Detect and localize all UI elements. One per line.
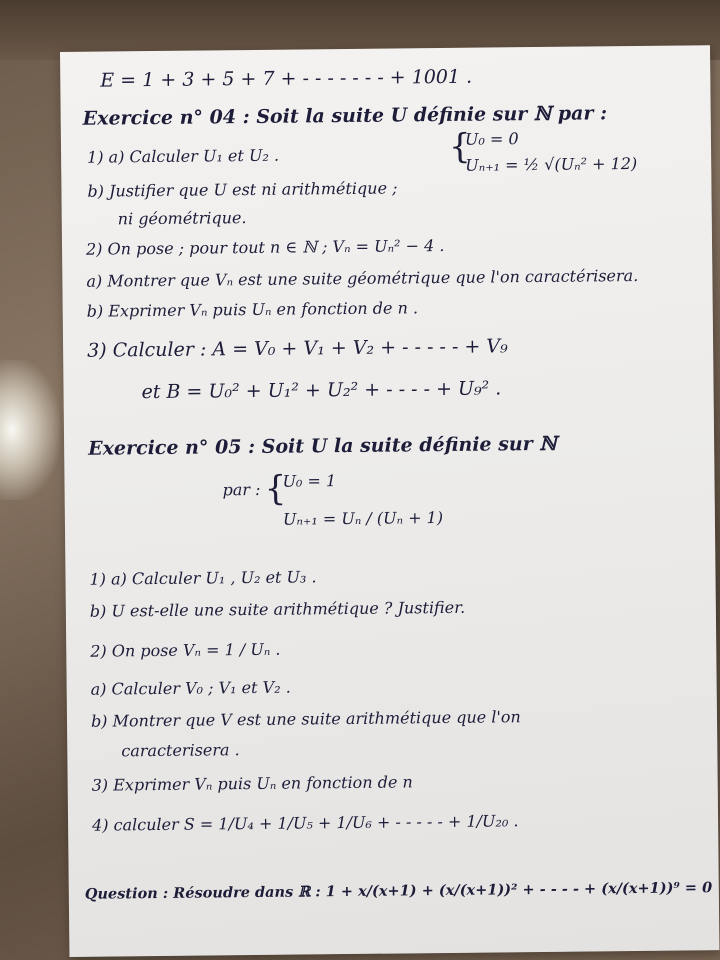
system-brace: { xyxy=(448,126,471,167)
ex5-q1a: 1) a) Calculer U₁ , U₂ et U₃ . xyxy=(89,567,317,589)
ex4-q1a: 1) a) Calculer U₁ et U₂ . xyxy=(87,145,280,167)
ex4-q1b: b) Justifier que U est ni arithmétique ; xyxy=(87,178,398,201)
ex4-u0: U₀ = 0 xyxy=(464,129,519,149)
ex4-q3-b: et B = U₀² + U₁² + U₂² + - - - - + U₉² . xyxy=(141,377,502,404)
ex5-recurrence: Uₙ₊₁ = Uₙ / (Uₙ + 1) xyxy=(282,508,444,529)
handwritten-sheet xyxy=(60,45,719,957)
question-equation: Question : Résoudre dans ℝ : 1 + x/(x+1) + (x/(x+1))² + - - - - + (x/(x+1))⁹ = 0 xyxy=(84,879,713,903)
ex5-q2a: a) Calculer V₀ ; V₁ et V₂ . xyxy=(90,677,291,699)
ex5-q4: 4) calculer S = 1/U₄ + 1/U₅ + 1/U₆ + - - - - - + 1/U₂₀ . xyxy=(91,811,519,835)
ex4-q3-a: 3) Calculer : A = V₀ + V₁ + V₂ + - - - - - + V₉ xyxy=(87,335,508,362)
ex5-q1b: b) U est-elle une suite arithmétique ? Justifier. xyxy=(89,597,466,621)
ex4-q2a: a) Montrer que Vₙ est une suite géométrique que l'on caractérisera. xyxy=(86,265,639,291)
ex4-recurrence: Uₙ₊₁ = ½ √(Uₙ² + 12) xyxy=(465,153,638,175)
ex5-q3: 3) Exprimer Vₙ puis Uₙ en fonction de n xyxy=(91,772,413,795)
ex5-u0: U₀ = 1 xyxy=(282,471,337,491)
ex5-q2b: b) Montrer que V est une suite arithmétique que l'on xyxy=(90,707,521,731)
exercise-4-heading: Exercice n° 04 : Soit la suite U définie sur ℕ par : xyxy=(82,102,608,130)
ex4-q2b: b) Exprimer Vₙ puis Uₙ en fonction de n . xyxy=(86,298,419,321)
light-glare xyxy=(0,360,60,500)
system-brace: { xyxy=(264,468,287,509)
exercise-5-heading: Exercice n° 05 : Soit U la suite définie sur ℕ xyxy=(88,432,557,460)
ex4-q2: 2) On pose ; pour tout n ∈ ℕ ; Vₙ = Uₙ² − 4 . xyxy=(85,235,445,259)
ex5-q2: 2) On pose Vₙ = 1 / Uₙ . xyxy=(90,639,281,661)
ex4-q1b-cont: ni géométrique. xyxy=(117,208,247,229)
ex5-q2b-cont: caracterisera . xyxy=(121,740,240,761)
ex5-par: par : xyxy=(222,479,261,500)
sum-expression: E = 1 + 3 + 5 + 7 + - - - - - - - + 1001 . xyxy=(100,65,473,92)
